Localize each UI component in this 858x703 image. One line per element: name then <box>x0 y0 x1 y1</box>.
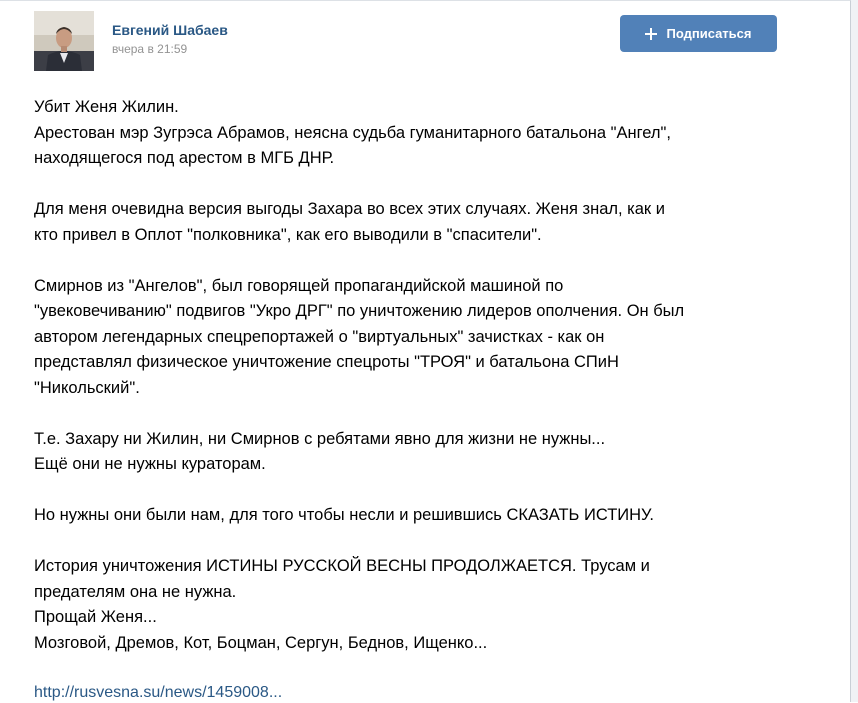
post-header <box>34 11 794 71</box>
post-text-line: "Никольский". <box>34 378 140 397</box>
post-text-line: Ещё они не нужны кураторам. <box>34 455 266 473</box>
post-link[interactable] <box>34 684 354 703</box>
post-text-line: Арестован мэр Зугрэса Абрамов, неясна судьба гуманитарного батальона "Ангел", <box>34 123 671 142</box>
post-text-line: кто привел в Оплот "полковника", как его выводили в "спасители". <box>34 225 542 244</box>
post-link-text[interactable]: http://rusvesna.su/news/1459008... <box>34 684 283 701</box>
paragraph-gap <box>34 401 824 427</box>
post-text-line: "увековечиванию" подвигов "Укро ДРГ" по уничтожению лидеров ополчения. Он был <box>34 302 685 320</box>
post-text-line: Мозговой, Дремов, Кот, Боцман, Сергун, Беднов, Ищенко... <box>34 633 488 652</box>
paragraph-gap <box>34 172 824 198</box>
page-scroll-gutter <box>851 0 858 702</box>
post-text-line: представлял физическое уничтожение спецроты "ТРОЯ" и батальона СПиН <box>34 353 619 371</box>
paragraph-gap <box>34 478 824 504</box>
avatar-photo <box>34 11 94 71</box>
author-name[interactable]: Евгений Шабаев <box>112 22 228 38</box>
post-text-line: находящегося под арестом в МГБ ДНР. <box>34 149 335 167</box>
post-text-line: Для меня очевидна версия выгоды Захара во всех этих случаях. Женя знал, как и <box>34 200 665 218</box>
post-text-line: Прощай Женя... <box>34 608 157 626</box>
post-text <box>34 95 824 656</box>
author-avatar[interactable] <box>34 11 94 71</box>
plus-icon <box>645 28 657 40</box>
post-text-line: Смирнов из "Ангелов", был говорящей пропагандийской машиной по <box>34 276 564 295</box>
post-text-line: История уничтожения ИСТИНЫ РУССКОЙ ВЕСНЫ ПРОДОЛЖАЕТСЯ. Трусам и <box>34 557 650 575</box>
post-text-line: Т.е. Захару ни Жилин, ни Смирнов с ребятами явно для жизни не нужны... <box>34 429 606 448</box>
paragraph-gap <box>34 529 824 555</box>
post-text-line: Убит Женя Жилин. <box>34 98 179 116</box>
subscribe-label: Подписаться <box>666 26 752 41</box>
post-text-line: автором легендарных спецрепортажей о "виртуальных" зачистках - как он <box>34 327 605 346</box>
paragraph-gap <box>34 248 824 274</box>
subscribe-button[interactable] <box>620 15 777 52</box>
post-timestamp[interactable]: вчера в 21:59 <box>112 42 188 56</box>
post-text-line: Но нужны они были нам, для того чтобы несли и решившись СКАЗАТЬ ИСТИНУ. <box>34 506 654 524</box>
post-text-line: предателям она не нужна. <box>34 582 237 601</box>
